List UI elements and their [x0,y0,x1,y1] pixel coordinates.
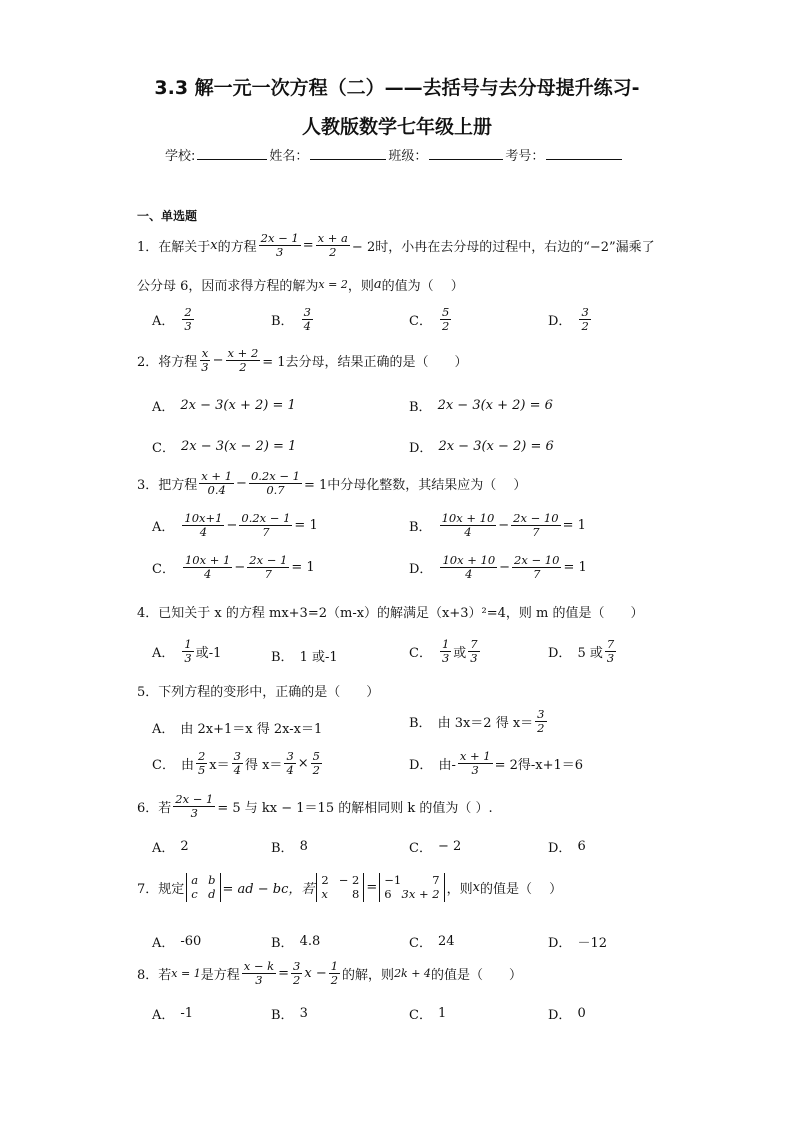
q1-text: ，则 [347,279,374,294]
q7-option-a[interactable]: A． -60 [152,934,202,951]
class-blank[interactable] [429,145,503,160]
q6-option-d[interactable]: D． 6 [548,839,586,856]
q7-determinant-right: −1 7 6 3x + 2 [379,873,444,902]
q3-fraction-1: $\frac{x + 1}{0.4}$ [201,469,233,498]
student-info [165,145,624,164]
q8-stem: 8．若 x = 1 是方程 $\frac{x - k}{3}$ = $\frac{3}{2}$ x − $\frac{1}{2}$ 的解，则 2k + 4 的值是（ ） [137,959,522,988]
class-label: 班级： [388,149,428,164]
q6-option-a[interactable]: A． 2 [152,839,189,856]
q4-option-d[interactable]: D． 5 或 $\frac{7}{3}$ [548,637,615,666]
q3-option-c[interactable]: C． $\frac{10x + 1}{4}$ − $\frac{2x - 1}{7}$ = 1 [152,553,315,582]
q5-stem: 5．下列方程的变形中，正确的是（ ） [137,685,380,700]
q8-fraction-2: $\frac{3}{2}$ [293,959,301,988]
name-blank[interactable] [310,145,386,160]
name-label: 姓名： [269,149,309,164]
q4-stem: 4．已知关于 x 的方程 mx+3=2（m-x）的解满足（x+3）²=4，则 m 的值是（ ） [137,606,644,621]
q7-option-c[interactable]: C． 24 [409,934,455,951]
q4-option-a[interactable]: A． $\frac{1}{3}$ 或-1 [152,637,222,666]
q1-stem-line2 [137,275,464,294]
q8-fraction-3: $\frac{1}{2}$ [330,959,339,988]
q4-option-b[interactable]: B． 1 或-1 [271,650,338,665]
q1-stem-line1 [137,232,655,259]
q5-option-c[interactable]: C． 由 $\frac{2}{5}$ x＝ $\frac{3}{4}$ 得 x＝ $\frac{3}{4}$ × $\frac{5}{2}$ [152,749,320,778]
q6-stem: 6．若 $\frac{2x - 1}{3}$ = 5 与 kx − 1＝15 的解相同则 k 的值为（ ）. [137,792,493,821]
q1-option-b[interactable]: B． $\frac{3}{4}$ [271,305,311,334]
q8-option-a[interactable]: A． -1 [152,1006,194,1023]
q7-stem: 7．规定 a b c d = ad − bc，若 2 − 2 x 8 = −1 7 6 3x + 2 ，则 x 的值是（ ） [137,873,563,902]
q3-option-d[interactable]: D． $\frac{10x + 10}{4}$ − $\frac{2x - 10}{7}$ = 1 [409,553,587,582]
exam-no-blank[interactable] [546,145,622,160]
q1-text: 的方程 [217,240,257,256]
q3-option-b[interactable]: B． $\frac{10x + 10}{4}$ − $\frac{2x - 10}{7}$ = 1 [409,511,586,540]
q2-option-d[interactable]: D． 2x − 3(x − 2) = 6 [409,439,554,456]
exam-no-label: 考号： [505,149,545,164]
q3-option-a[interactable]: A． $\frac{10x+1}{4}$ − $\frac{0.2x - 1}{7}$ = 1 [152,511,318,540]
q8-option-d[interactable]: D． 0 [548,1006,586,1023]
q1-text: 的值为（ ） [381,279,464,294]
q5-option-d[interactable]: D． 由- $\frac{x + 1}{3}$ = 2得-x+1＝6 [409,749,584,778]
q2-fraction-1: $\frac{x}{3}$ [201,346,209,375]
q5-option-a[interactable]: A． 由 2x+1＝x 得 2x-x＝1 [152,722,323,737]
q2-stem: 2．将方程 $\frac{x}{3}$ − $\frac{x + 2}{2}$ = 1去分母，结果正确的是（ ） [137,346,468,375]
q1-equals: = [302,238,314,254]
q8-option-c[interactable]: C． 1 [409,1006,447,1023]
q2-option-c[interactable]: C． 2x − 3(x − 2) = 1 [152,439,297,456]
q8-option-b[interactable]: B． 3 [271,1006,308,1023]
q5-option-b[interactable]: B． 由 3x＝2 得 x＝ $\frac{3}{2}$ [409,707,545,736]
q3-fraction-2: $\frac{0.2x - 1}{0.7}$ [250,469,300,498]
q1-option-a[interactable]: A． $\frac{2}{3}$ [152,305,192,334]
q8-fraction-1: $\frac{x - k}{3}$ [243,959,275,988]
q1-text: 1．在解关于 [137,240,211,256]
q1-fraction-left: $\frac{2x - 1}{3}$ [260,231,299,260]
q1-option-d[interactable]: D． $\frac{3}{2}$ [548,305,589,334]
q7-determinant-left: 2 − 2 x 8 [316,873,364,902]
q1-fraction-right: $\frac{x + a}{2}$ [317,231,348,260]
q6-option-c[interactable]: C． − 2 [409,839,462,856]
q7-option-d[interactable]: D． －12 [548,936,607,951]
school-blank[interactable] [197,145,267,160]
q1-text: − 2时，小冉在去分母的过程中，右边的“−2”漏乘了 [351,240,655,256]
school-label: 学校: [165,149,196,164]
page-title-line-2: 人教版数学七年级上册 [301,116,492,138]
q1-text: 公分母 6，因而求得方程的解为 [137,279,319,294]
q2-fraction-2: $\frac{x + 2}{2}$ [227,346,259,375]
q7-determinant-def: a b c d [186,873,220,902]
q6-option-b[interactable]: B． 8 [271,839,308,856]
q1-var: x [210,238,218,254]
q7-option-b[interactable]: B． 4.8 [271,934,321,951]
q1-var-a: a [373,277,382,292]
q1-solution: x = 2 [318,278,348,291]
page-title-line-1: 3.3 解一元一次方程（二）——去括号与去分母提升练习- [154,77,640,99]
q3-stem: 3．把方程 $\frac{x + 1}{0.4}$ − $\frac{0.2x - 1}{0.7}$ = 1中分母化整数，其结果应为（ ） [137,469,527,498]
q1-option-c[interactable]: C． $\frac{5}{2}$ [409,305,450,334]
q6-fraction: $\frac{2x - 1}{3}$ [175,792,214,821]
q2-option-a[interactable]: A． 2x − 3(x + 2) = 1 [152,398,296,415]
section-heading: 一、单选题 [137,209,198,223]
q4-option-c[interactable]: C． $\frac{1}{3}$ 或 $\frac{7}{3}$ [409,637,478,666]
q2-option-b[interactable]: B． 2x − 3(x + 2) = 6 [409,398,553,415]
